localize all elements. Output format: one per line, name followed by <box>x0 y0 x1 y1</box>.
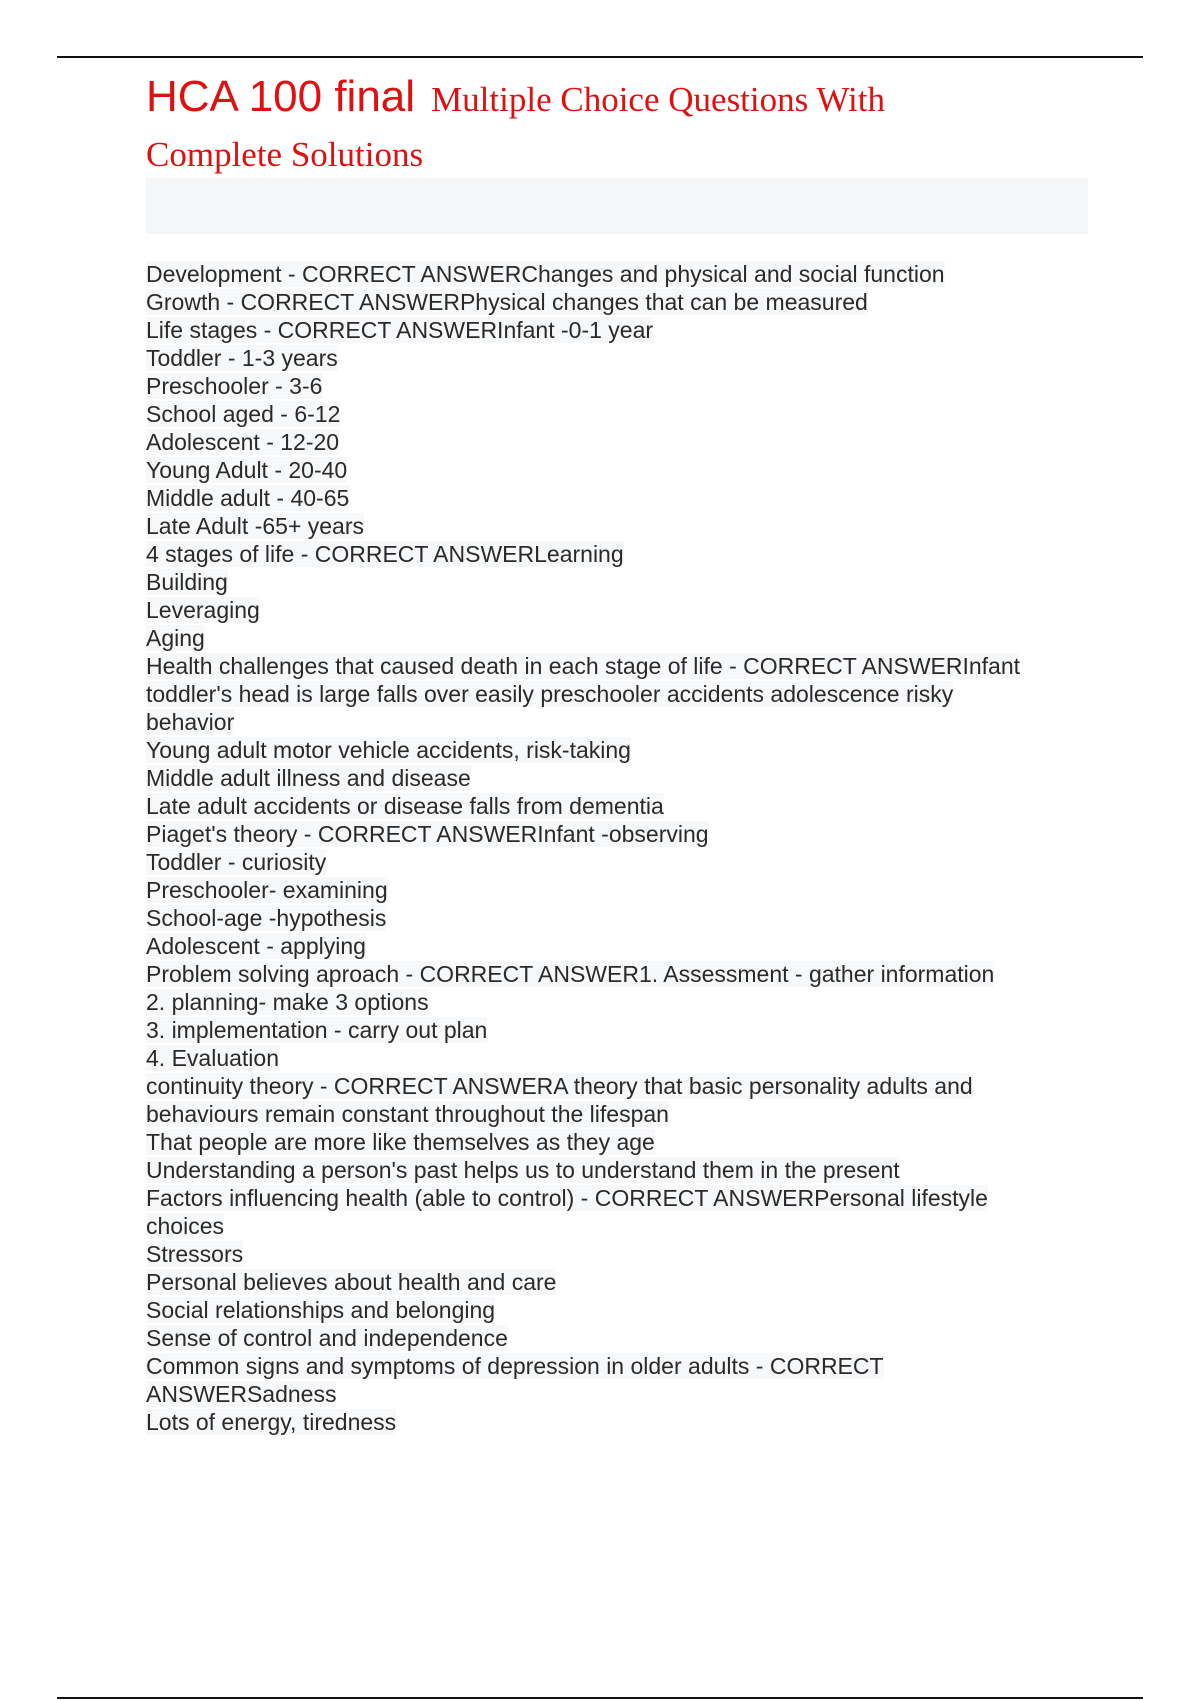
title-subtitle: Multiple Choice Questions With <box>431 80 885 119</box>
text-line-content: That people are more like themselves as they age <box>146 1129 655 1155</box>
text-line-content: Late adult accidents or disease falls from dementia <box>146 793 664 819</box>
text-line <box>146 736 1076 764</box>
text-line <box>146 876 1076 904</box>
text-line-content: Aging <box>146 625 205 651</box>
text-line-content: Life stages - CORRECT ANSWERInfant -0-1 year <box>146 317 654 343</box>
text-line <box>146 1380 1076 1408</box>
text-line <box>146 456 1076 484</box>
text-line <box>146 1408 1076 1436</box>
text-line-content: Stressors <box>146 1241 244 1267</box>
text-line-content: ANSWERSadness <box>146 1381 337 1407</box>
text-line <box>146 1072 1076 1100</box>
text-line-content: Development - CORRECT ANSWERChanges and physical and social function <box>146 261 945 287</box>
text-line <box>146 1128 1076 1156</box>
text-line <box>146 568 1076 596</box>
text-line-content: Toddler - 1-3 years <box>146 345 338 371</box>
title-main: HCA 100 final <box>146 72 416 121</box>
text-line <box>146 988 1076 1016</box>
text-line-content: behavior <box>146 709 235 735</box>
text-line-content: continuity theory - CORRECT ANSWERA theory that basic personality adults and <box>146 1073 973 1099</box>
text-line-content: Leveraging <box>146 597 260 623</box>
text-line-content: 4 stages of life - CORRECT ANSWERLearning <box>146 541 624 567</box>
text-line-content: Building <box>146 569 228 595</box>
text-line <box>146 820 1076 848</box>
title-subtitle-line-2: Complete Solutions <box>146 135 424 174</box>
bottom-rule <box>57 1697 1143 1699</box>
document-body <box>146 260 1076 1436</box>
text-line <box>146 316 1076 344</box>
text-line <box>146 428 1076 456</box>
text-line-content: Middle adult illness and disease <box>146 765 471 791</box>
text-line-content: Preschooler- examining <box>146 877 388 903</box>
text-line <box>146 680 1076 708</box>
text-line-content: Factors influencing health (able to control) - CORRECT ANSWERPersonal lifestyle <box>146 1185 988 1211</box>
text-line <box>146 792 1076 820</box>
document-title <box>146 72 1076 178</box>
text-line <box>146 652 1076 680</box>
text-line-content: School-age -hypothesis <box>146 905 387 931</box>
text-line-content: School aged - 6-12 <box>146 401 341 427</box>
blank-banner <box>146 178 1088 234</box>
text-line-content: Piaget's theory - CORRECT ANSWERInfant -observing <box>146 821 709 847</box>
text-line-content: choices <box>146 1213 224 1239</box>
text-line-content: Lots of energy, tiredness <box>146 1409 397 1435</box>
text-line-content: Young adult motor vehicle accidents, risk-taking <box>146 737 631 763</box>
text-line <box>146 932 1076 960</box>
text-line <box>146 288 1076 316</box>
text-line <box>146 848 1076 876</box>
text-line <box>146 1296 1076 1324</box>
text-line <box>146 1044 1076 1072</box>
text-line <box>146 1156 1076 1184</box>
text-line-content: Personal believes about health and care <box>146 1269 557 1295</box>
text-line <box>146 1100 1076 1128</box>
text-line-content: Adolescent - 12-20 <box>146 429 340 455</box>
text-line-content: Young Adult - 20-40 <box>146 457 348 483</box>
text-line <box>146 1016 1076 1044</box>
text-line <box>146 1212 1076 1240</box>
text-line <box>146 596 1076 624</box>
text-line-content: Understanding a person's past helps us to understand them in the present <box>146 1157 900 1183</box>
text-line <box>146 1184 1076 1212</box>
text-line <box>146 764 1076 792</box>
text-line-content: Preschooler - 3-6 <box>146 373 323 399</box>
text-line-content: Adolescent - applying <box>146 933 366 959</box>
text-line <box>146 1240 1076 1268</box>
text-line-content: toddler's head is large falls over easily preschooler accidents adolescence risky <box>146 681 954 707</box>
text-line <box>146 400 1076 428</box>
text-line <box>146 540 1076 568</box>
text-line-content: Social relationships and belonging <box>146 1297 496 1323</box>
text-line <box>146 1268 1076 1296</box>
text-line <box>146 512 1076 540</box>
text-line-content: 2. planning- make 3 options <box>146 989 429 1015</box>
text-line <box>146 960 1076 988</box>
text-line-content: Toddler - curiosity <box>146 849 327 875</box>
text-line <box>146 708 1076 736</box>
text-line <box>146 484 1076 512</box>
text-line <box>146 1324 1076 1352</box>
text-line-content: Middle adult - 40-65 <box>146 485 350 511</box>
text-line-content: Common signs and symptoms of depression in older adults - CORRECT <box>146 1353 884 1379</box>
text-line <box>146 372 1076 400</box>
text-line-content: Health challenges that caused death in each stage of life - CORRECT ANSWERInfant <box>146 653 1021 679</box>
text-line-content: 3. implementation - carry out plan <box>146 1017 488 1043</box>
top-rule <box>57 56 1143 58</box>
text-line-content: Problem solving aproach - CORRECT ANSWER1. Assessment - gather information <box>146 961 995 987</box>
text-line-content: Sense of control and independence <box>146 1325 508 1351</box>
text-line-content: behaviours remain constant throughout the lifespan <box>146 1101 669 1127</box>
text-line <box>146 260 1076 288</box>
text-line <box>146 1352 1076 1380</box>
text-line-content: Growth - CORRECT ANSWERPhysical changes that can be measured <box>146 289 868 315</box>
text-line-content: Late Adult -65+ years <box>146 513 365 539</box>
text-line <box>146 904 1076 932</box>
text-line-content: 4. Evaluation <box>146 1045 279 1071</box>
text-line <box>146 344 1076 372</box>
text-line <box>146 624 1076 652</box>
